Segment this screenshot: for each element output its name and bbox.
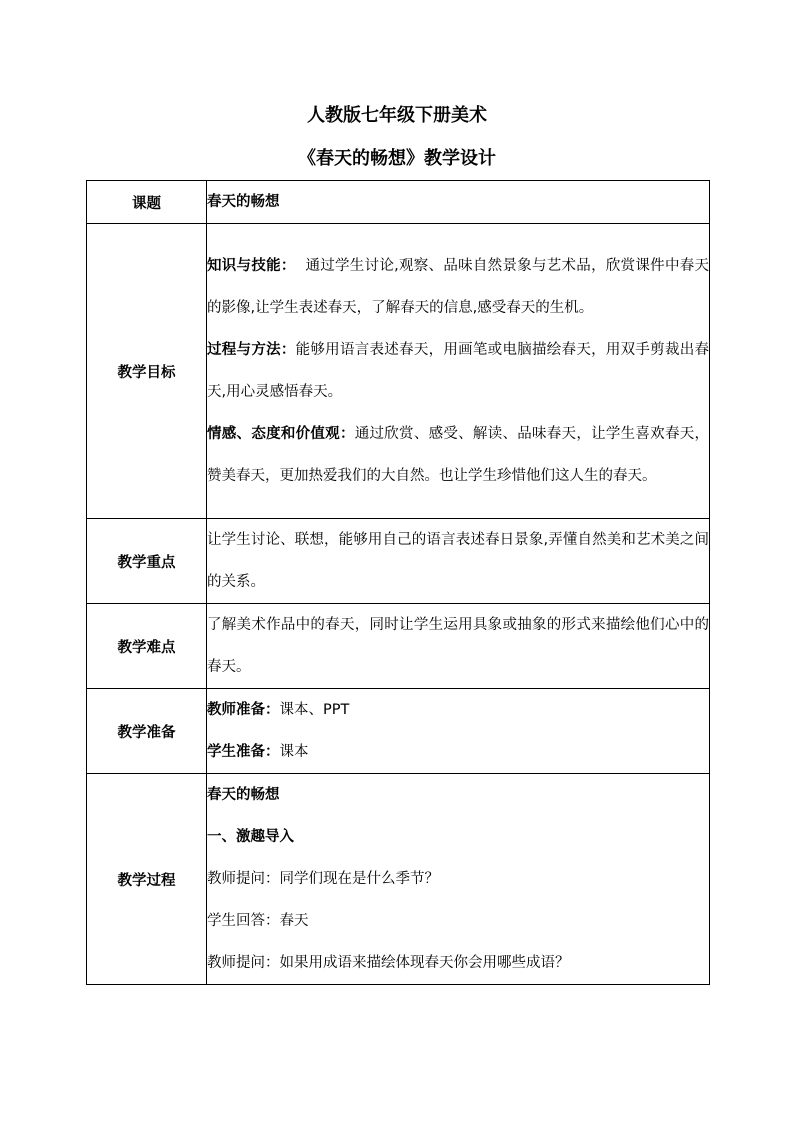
student-prep-text: 课本 [279, 744, 309, 760]
knowledge-text: 通过学生讨论,观察、品味自然景象与艺术品，欣赏课件中春天的影像,让学生表述春天，了解春天的信息,感受春天的生机。 [207, 258, 710, 316]
lesson-plan-table [86, 180, 710, 985]
value-topic: 春天的畅想 [207, 181, 710, 224]
process-heading: 春天的畅想 [207, 787, 280, 803]
label-objectives: 教学目标 [87, 224, 207, 519]
row-objectives [87, 224, 710, 519]
row-topic [87, 181, 710, 224]
process-text: 能够用语言表述春天，用画笔或电脑描绘春天，用双手剪裁出春天,用心灵感悟春天。 [207, 342, 710, 400]
label-preparation: 教学准备 [87, 689, 207, 774]
student-preparation [207, 731, 709, 773]
knowledge-label: 知识与技能： [207, 258, 296, 274]
teacher-preparation [207, 689, 709, 731]
objective-emotion [207, 413, 709, 497]
emotion-text: 通过欣赏、感受、解读、品味春天，让学生喜欢春天，赞美春天，更加热爱我们的大自然。也让学生珍惜他们这人生的春天。 [207, 426, 710, 484]
emotion-label: 情感、态度和价值观： [207, 426, 355, 442]
process-section-1: 一、激趣导入 [207, 829, 294, 845]
process-line-2: 学生回答：春天 [207, 913, 309, 929]
process-line-1: 教师提问：同学们现在是什么季节？ [207, 871, 439, 887]
value-objectives [207, 224, 710, 519]
row-key-points [87, 519, 710, 604]
value-difficulties: 了解美术作品中的春天，同时让学生运用具象或抽象的形式来描绘他们心中的春天。 [207, 604, 710, 689]
process-line-3: 教师提问：如果用成语来描绘体现春天你会用哪些成语？ [207, 955, 570, 971]
value-preparation [207, 689, 710, 774]
value-process [207, 774, 710, 985]
objective-process [207, 329, 709, 413]
label-key-points: 教学重点 [87, 519, 207, 604]
teacher-prep-label: 教师准备： [207, 702, 280, 718]
teacher-prep-text: 课本、PPT [279, 702, 350, 718]
row-preparation [87, 689, 710, 774]
process-label: 过程与方法： [207, 342, 296, 358]
objective-knowledge [207, 245, 709, 329]
row-process [87, 774, 710, 985]
student-prep-label: 学生准备： [207, 744, 280, 760]
label-difficulties: 教学难点 [87, 604, 207, 689]
label-process: 教学过程 [87, 774, 207, 985]
document-subtitle: 《春天的畅想》教学设计 [298, 148, 496, 169]
value-key-points: 让学生讨论、联想，能够用自己的语言表述春日景象,弄懂自然美和艺术美之间的关系。 [207, 519, 710, 604]
label-topic: 课题 [87, 181, 207, 224]
document-title: 人教版七年级下册美术 [307, 105, 487, 126]
row-difficulties [87, 604, 710, 689]
